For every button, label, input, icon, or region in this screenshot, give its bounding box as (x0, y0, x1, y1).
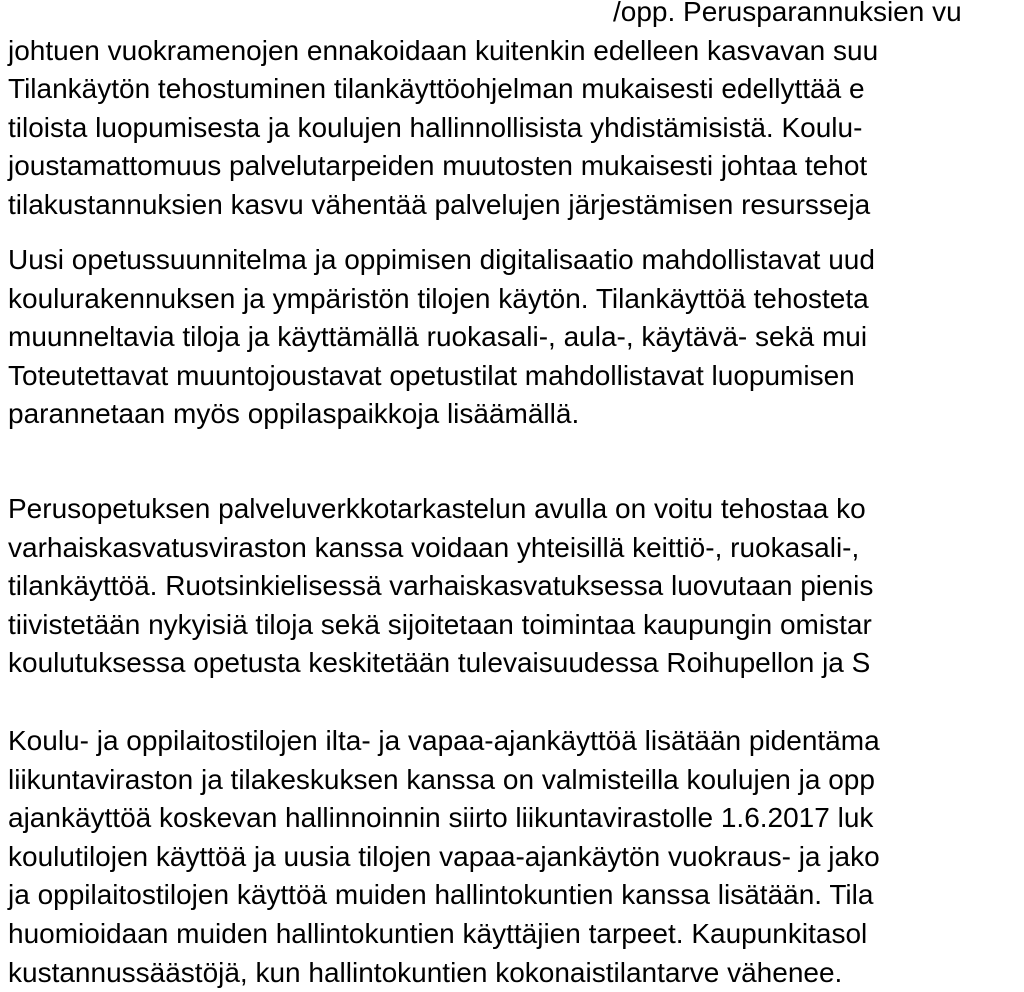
text-line: Uusi opetussuunnitelma ja oppimisen digitalisaatio mahdollistavat uud (8, 244, 875, 275)
text-line: liikuntaviraston ja tilakeskuksen kanssa on valmisteilla koulujen ja opp (8, 763, 875, 795)
text-line: muunneltavia tiloja ja käyttämällä ruokasali-, aula-, käytävä- sekä mui (8, 321, 868, 353)
text-line: tiloista luopumisesta ja koulujen hallinnollisista yhdistämisistä. Koulu- (8, 111, 863, 143)
paragraph-vapaa-ajankaytto (8, 722, 1024, 992)
paragraph-palveluverkko (8, 490, 1024, 683)
text-line: Perusopetuksen palveluverkkotarkastelun avulla on voitu tehostaa ko (8, 493, 866, 524)
text-line: koulutuksessa opetusta keskitetään tulevaisuudessa Roihupellon ja S (8, 647, 871, 679)
text-line: varhaiskasvatusviraston kanssa voidaan yhteisillä keittiö-, ruokasali-, (8, 531, 860, 563)
text-line: tilankäyttöä. Ruotsinkielisessä varhaiskasvatuksessa luovutaan pienis (8, 570, 874, 602)
text-line: joustamattomuus palvelutarpeiden muutosten mukaisesti johtaa tehot (8, 150, 868, 182)
text-line: kustannussäästöjä, kun hallintokuntien kokonaistilantarve vähenee. (8, 956, 843, 988)
text-line: koulurakennuksen ja ympäristön tilojen käytön. Tilankäyttöä tehosteta (8, 282, 869, 314)
text-line: /opp. Perusparannuksien vu (613, 0, 962, 27)
text-line: Koulu- ja oppilaitostilojen ilta- ja vapaa-ajankäyttöä lisätään pidentäma (8, 725, 880, 756)
paragraph-opetussuunnitelma (8, 241, 1024, 434)
text-line: Toteutettavat muuntojoustavat opetustilat mahdollistavat luopumisen (8, 359, 855, 391)
text-line: johtuen vuokramenojen ennakoidaan kuitenkin edelleen kasvavan suu (8, 34, 879, 66)
paragraph-tilakustannukset (8, 0, 1024, 225)
text-line: ajankäyttöä koskevan hallinnoinnin siirto liikuntavirastolle 1.6.2017 luk (8, 802, 874, 834)
text-line: koulutilojen käyttöä ja uusia tilojen vapaa-ajankäytön vuokraus- ja jako (8, 840, 880, 872)
text-line: tilakustannuksien kasvu vähentää palvelujen järjestämisen resursseja (8, 188, 871, 220)
text-line: tiivistetään nykyisiä tiloja sekä sijoitetaan toimintaa kaupungin omistar (8, 608, 872, 640)
text-line: Tilankäytön tehostuminen tilankäyttöohjelman mukaisesti edellyttää e (8, 73, 865, 105)
text-line: ja oppilaitostilojen käyttöä muiden hallintokuntien kanssa lisätään. Tila (8, 879, 874, 911)
text-line: parannetaan myös oppilaspaikkoja lisäämällä. (8, 398, 580, 430)
text-line: huomioidaan muiden hallintokuntien käyttäjien tarpeet. Kaupunkitasol (8, 917, 868, 949)
